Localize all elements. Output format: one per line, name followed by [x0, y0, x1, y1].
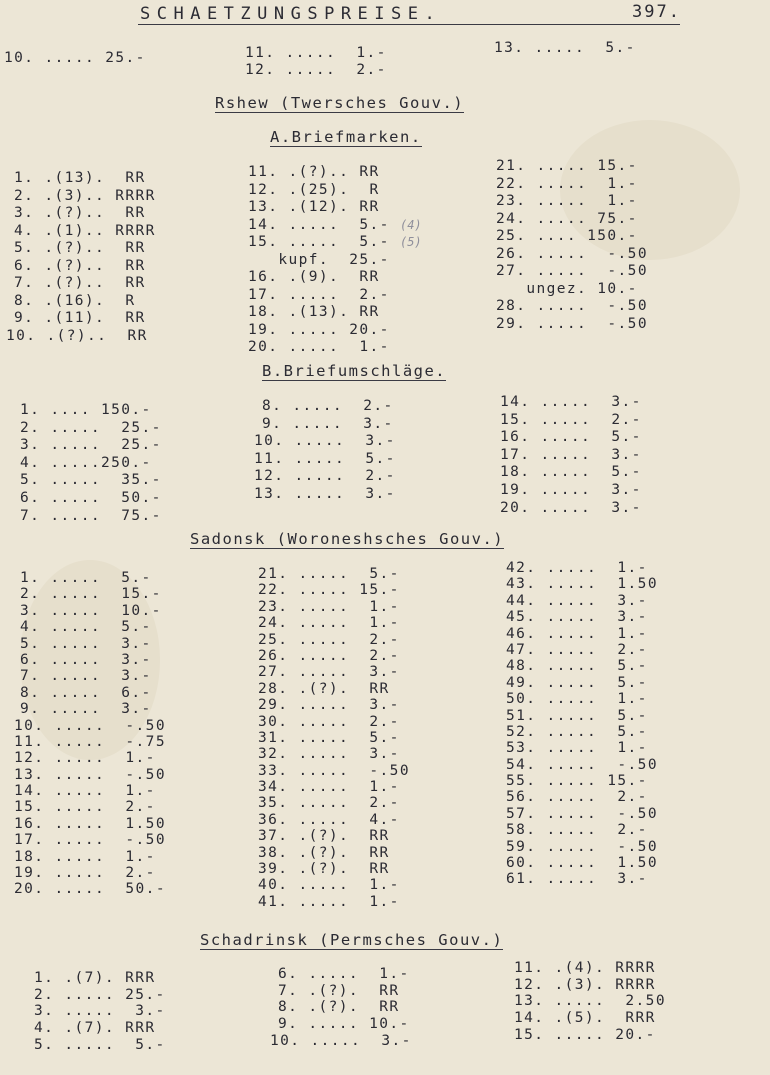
list-item: 10. ..... -.50 — [14, 717, 166, 734]
intro-col-2 — [245, 45, 387, 79]
page-number: 397. — [632, 2, 681, 22]
list-item: 44. ..... 3.- — [506, 592, 648, 609]
list-item: ungez. 10.- — [496, 280, 638, 297]
list-item: 57. ..... -.50 — [506, 805, 658, 822]
list-item: 42. ..... 1.- — [506, 560, 648, 576]
list-item: 11. ..... 5.- — [254, 450, 396, 467]
intro-col-1 — [4, 50, 146, 67]
subsection-heading-briefmarken: A.Briefmarken. — [270, 128, 422, 146]
list-item: 31. ..... 5.- — [258, 729, 400, 746]
list-item: 7. .(?). RR — [278, 982, 400, 999]
list-item: 4. .....250.- — [20, 454, 152, 471]
list-item: 8. ..... 2.- — [262, 398, 394, 414]
list-item: 3. .(?).. RR — [14, 205, 146, 221]
list-item: 9. ..... 3.- — [20, 701, 152, 718]
list-item: 16. ..... 5.- — [500, 429, 642, 446]
list-item: kupf. 25.- — [248, 251, 390, 268]
list-item: 59. ..... -.50 — [506, 838, 658, 855]
list-item: 9. ..... 3.- — [262, 415, 394, 432]
list-item: 34. ..... 1.- — [258, 779, 400, 796]
list-item: 1. ..... 5.- — [20, 570, 152, 586]
list-item: 6. .(?).. RR — [14, 257, 146, 274]
list-item: 12. .(25). R — [248, 181, 380, 198]
list-item: 12. .(3). RRRR — [514, 976, 656, 993]
list-item: 26. ..... -.50 — [496, 245, 648, 262]
list-item: 13. ..... 3.- — [254, 485, 396, 502]
subsection-heading-briefumschlaege: B.Briefumschläge. — [262, 362, 447, 380]
handwritten-note: (4) — [399, 217, 422, 232]
schadrinsk-col-1 — [34, 970, 166, 1053]
list-item: 33. ..... -.50 — [258, 762, 410, 779]
list-item: 6. ..... 3.- — [20, 651, 152, 668]
list-item: 25. .... 150.- — [496, 228, 638, 244]
list-item: 25. ..... 2.- — [258, 631, 400, 648]
list-item: 6. ..... 50.- — [20, 489, 162, 506]
list-item: 54. ..... -.50 — [506, 756, 658, 773]
list-item: 10. .(?).. RR — [6, 327, 148, 344]
list-item: 23. ..... 1.- — [258, 598, 400, 615]
list-item: 36. ..... 4.- — [258, 811, 400, 828]
sadonsk-col-1 — [14, 570, 166, 898]
rshew-a-col-2 — [248, 164, 422, 357]
list-item: 6. ..... 1.- — [278, 966, 410, 982]
list-item: 8. .(?). RR — [278, 999, 400, 1016]
list-item: 4. ..... 5.- — [20, 619, 152, 636]
rshew-b-col-2 — [254, 398, 396, 504]
list-item: 10. ..... 3.- — [270, 1032, 412, 1049]
list-item: 17. ..... 3.- — [500, 446, 642, 463]
list-item: 17. ..... 2.- — [248, 286, 390, 303]
list-item: 13. .(12). RR — [248, 199, 380, 215]
list-item: 13. ..... -.50 — [14, 766, 166, 783]
list-item: 43. ..... 1.50 — [506, 576, 658, 593]
list-item: 29. ..... 3.- — [258, 697, 400, 714]
list-item: 14. ..... 1.- — [14, 783, 156, 800]
list-item: 8. .(16). R — [14, 292, 136, 309]
list-item: 15. ..... 2.- — [14, 799, 156, 816]
list-item: 28. ..... -.50 — [496, 298, 648, 314]
list-item: 7. ..... 75.- — [20, 507, 162, 524]
list-item: 38. .(?). RR — [258, 844, 390, 861]
list-item: 21. ..... 5.- — [258, 566, 400, 582]
list-item: 9. .(11). RR — [14, 310, 146, 326]
list-item: 2. ..... 25.- — [34, 986, 166, 1003]
list-item: 45. ..... 3.- — [506, 609, 648, 626]
list-item: 53. ..... 1.- — [506, 740, 648, 757]
list-item: 15. ..... 5.- (5) — [248, 234, 422, 250]
page-title: SCHAETZUNGSPREISE. — [140, 4, 442, 24]
list-item: 22. ..... 15.- — [258, 582, 400, 599]
list-item: 56. ..... 2.- — [506, 789, 648, 806]
header-rule — [138, 24, 680, 25]
list-item: 30. ..... 2.- — [258, 713, 400, 730]
intro-col-3 — [494, 40, 636, 57]
list-item: 24. ..... 75.- — [496, 210, 638, 227]
list-item: 32. ..... 3.- — [258, 746, 400, 763]
list-item: 40. ..... 1.- — [258, 877, 400, 894]
list-item: 11. ..... -.75 — [14, 733, 166, 750]
list-item: 20. ..... 50.- — [14, 881, 166, 898]
list-item: 50. ..... 1.- — [506, 691, 648, 708]
list-item: 19. ..... 2.- — [14, 865, 156, 882]
list-item: 48. ..... 5.- — [506, 658, 648, 675]
list-item: 10. ..... 25.- — [4, 50, 146, 66]
list-item: 1. .(13). RR — [14, 170, 146, 186]
rshew-a-col-3 — [496, 158, 648, 333]
list-item: 16. ..... 1.50 — [14, 815, 166, 832]
list-item: 39. .(?). RR — [258, 861, 390, 878]
list-item: 7. ..... 3.- — [20, 668, 152, 685]
list-item: 7. .(?).. RR — [14, 275, 146, 291]
list-item: 12. ..... 2.- — [254, 468, 396, 485]
list-item: 20. ..... 3.- — [500, 499, 642, 516]
list-item: 26. ..... 2.- — [258, 647, 400, 664]
rshew-b-col-3 — [500, 394, 642, 517]
sadonsk-col-2 — [258, 566, 410, 910]
list-item: 9. ..... 10.- — [278, 1016, 410, 1033]
list-item: 52. ..... 5.- — [506, 723, 648, 740]
list-item: 49. ..... 5.- — [506, 674, 648, 691]
list-item: 5. ..... 5.- — [34, 1036, 166, 1053]
list-item: 61. ..... 3.- — [506, 871, 648, 888]
list-item: 18. .(13). RR — [248, 304, 380, 320]
list-item: 3. ..... 25.- — [20, 437, 162, 454]
list-item: 10. ..... 3.- — [254, 433, 396, 450]
schadrinsk-col-3 — [514, 960, 666, 1043]
list-item: 51. ..... 5.- — [506, 707, 648, 724]
list-item: 60. ..... 1.50 — [506, 855, 658, 872]
list-item: 28. .(?). RR — [258, 680, 390, 697]
list-item: 2. ..... 15.- — [20, 586, 162, 603]
list-item: 12. ..... 1.- — [14, 750, 156, 767]
list-item: 37. .(?). RR — [258, 828, 390, 845]
rshew-a-col-1 — [6, 170, 156, 345]
sadonsk-col-3 — [506, 560, 658, 888]
section-heading-schadrinsk: Schadrinsk (Permsches Gouv.) — [200, 931, 504, 949]
list-item: 16. .(9). RR — [248, 269, 380, 285]
list-item: 17. ..... -.50 — [14, 832, 166, 849]
list-item: 11. .(4). RRRR — [514, 960, 656, 976]
list-item: 2. .(3).. RRRR — [14, 187, 156, 204]
list-item: 5. ..... 3.- — [20, 635, 152, 652]
list-item: 23. ..... 1.- — [496, 193, 638, 209]
handwritten-note: (5) — [399, 235, 422, 249]
list-item: 18. ..... 5.- — [500, 464, 642, 481]
list-item: 46. ..... 1.- — [506, 625, 648, 642]
list-item: 12. ..... 2.- — [245, 61, 387, 78]
list-item: 41. ..... 1.- — [258, 893, 400, 910]
list-item: 8. ..... 6.- — [20, 684, 152, 701]
rshew-b-col-1 — [20, 402, 162, 525]
list-item: 27. ..... -.50 — [496, 263, 648, 279]
list-item: 19. ..... 3.- — [500, 481, 642, 498]
list-item: 2. ..... 25.- — [20, 419, 162, 436]
list-item: 24. ..... 1.- — [258, 615, 400, 632]
section-heading-sadonsk: Sadonsk (Woroneshsches Gouv.) — [190, 530, 505, 548]
section-heading-rshew: Rshew (Twersches Gouv.) — [215, 94, 465, 112]
list-item: 21. ..... 15.- — [496, 158, 638, 174]
list-item: 3. ..... 10.- — [20, 602, 162, 619]
list-item: 4. .(7). RRR — [34, 1020, 156, 1037]
list-item: 15. ..... 2.- — [500, 411, 642, 428]
list-item: 11. .(?).. RR — [248, 164, 380, 180]
list-item: 1. .(7). RRR — [34, 970, 156, 986]
list-item: 18. ..... 1.- — [14, 848, 156, 865]
list-item: 14. ..... 3.- — [500, 394, 642, 410]
list-item: 27. ..... 3.- — [258, 664, 400, 681]
list-item: 13. ..... 2.50 — [514, 993, 666, 1010]
list-item: 20. ..... 1.- — [248, 339, 390, 355]
list-item: 11. ..... 1.- — [245, 45, 387, 61]
list-item: 22. ..... 1.- — [496, 175, 638, 192]
list-item: 3. ..... 3.- — [34, 1003, 166, 1020]
list-item: 15. ..... 20.- — [514, 1026, 656, 1043]
list-item: 14. ..... 5.- (4) — [248, 216, 422, 233]
list-item: 14. .(5). RRR — [514, 1010, 656, 1027]
schadrinsk-col-2 — [270, 966, 412, 1049]
list-item: 19. ..... 20.- — [248, 321, 390, 338]
list-item: 35. ..... 2.- — [258, 795, 400, 812]
list-item: 55. ..... 15.- — [506, 773, 648, 790]
list-item: 58. ..... 2.- — [506, 822, 648, 839]
list-item: 1. .... 150.- — [20, 402, 152, 418]
list-item: 4. .(1).. RRRR — [14, 222, 156, 239]
list-item: 47. ..... 2.- — [506, 641, 648, 658]
list-item: 29. ..... -.50 — [496, 315, 648, 332]
list-item: 5. .(?).. RR — [14, 240, 146, 256]
list-item: 5. ..... 35.- — [20, 472, 162, 489]
list-item: 13. ..... 5.- — [494, 40, 636, 56]
